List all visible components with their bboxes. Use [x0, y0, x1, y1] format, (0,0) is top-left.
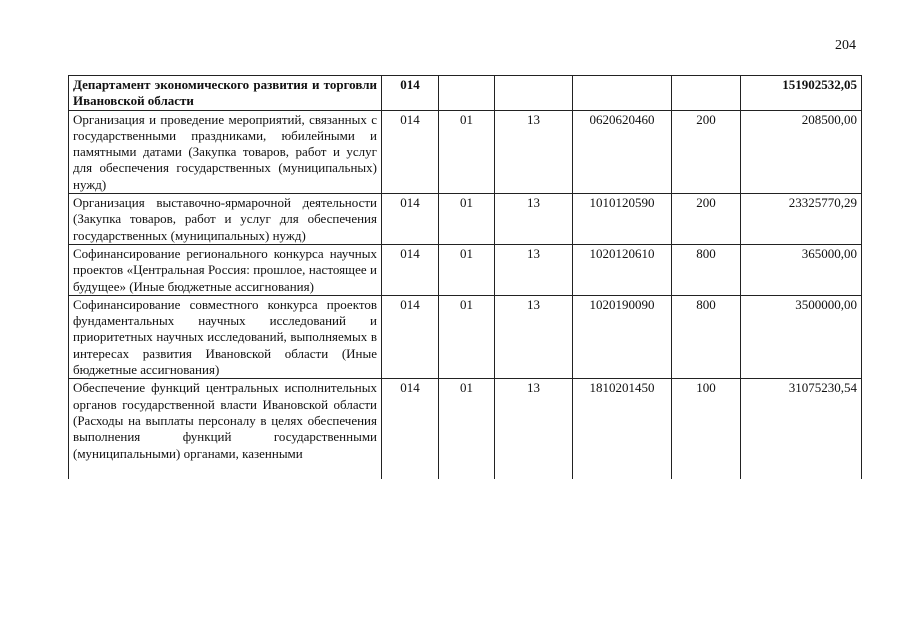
- row-amount: 365000,00: [741, 244, 862, 295]
- row-target-code: 1010120590: [573, 194, 672, 245]
- row-subsection-code: [495, 76, 573, 111]
- row-subsection-code: 13: [495, 194, 573, 245]
- row-target-code: 1810201450: [573, 379, 672, 479]
- row-subsection-code: 13: [495, 295, 573, 378]
- table-row: [69, 244, 862, 295]
- row-expense-type: 200: [672, 194, 741, 245]
- row-ministry-code: 014: [382, 76, 439, 111]
- row-amount: 208500,00: [741, 110, 862, 193]
- row-section-code: 01: [439, 110, 495, 193]
- row-name: Организация выставочно-ярмарочной деятельности (Закупка товаров, работ и услуг для обеспечения государственных (муниципальных) нужд): [69, 194, 382, 245]
- row-target-code: 0620620460: [573, 110, 672, 193]
- row-ministry-code: 014: [382, 295, 439, 378]
- row-section-code: 01: [439, 379, 495, 479]
- row-target-code: 1020190090: [573, 295, 672, 378]
- table-row: [69, 194, 862, 245]
- row-name: Департамент экономического развития и торговли Ивановской области: [69, 76, 382, 111]
- table-row: [69, 110, 862, 193]
- budget-table: [68, 75, 862, 479]
- table-row: [69, 379, 862, 479]
- row-ministry-code: 014: [382, 379, 439, 479]
- row-subsection-code: 13: [495, 379, 573, 479]
- row-expense-type: 200: [672, 110, 741, 193]
- table-row-department: [69, 76, 862, 111]
- row-section-code: 01: [439, 244, 495, 295]
- row-amount: 31075230,54: [741, 379, 862, 479]
- row-name: Софинансирование совместного конкурса проектов фундаментальных научных исследований и приоритетных научных исследований, выполняемых в интересах развития Ивановской области (Иные бюджетные ассигнования): [69, 295, 382, 378]
- row-amount: 3500000,00: [741, 295, 862, 378]
- row-subsection-code: 13: [495, 244, 573, 295]
- row-ministry-code: 014: [382, 110, 439, 193]
- row-expense-type: 800: [672, 244, 741, 295]
- row-name: Софинансирование регионального конкурса научных проектов «Центральная Россия: прошлое, настоящее и будущее» (Иные бюджетные ассигнования): [69, 244, 382, 295]
- table-row: [69, 295, 862, 378]
- row-target-code: [573, 76, 672, 111]
- row-expense-type: [672, 76, 741, 111]
- row-expense-type: 100: [672, 379, 741, 479]
- row-subsection-code: 13: [495, 110, 573, 193]
- row-name: Организация и проведение мероприятий, связанных с государственными праздниками, юбилейными и памятными датами (Закупка товаров, работ и услуг для обеспечения государственных (муниципальных) нужд): [69, 110, 382, 193]
- row-ministry-code: 014: [382, 194, 439, 245]
- row-ministry-code: 014: [382, 244, 439, 295]
- row-name: Обеспечение функций центральных исполнительных органов государственной власти Ивановской области (Расходы на выплаты персоналу в целях обеспечения выполнения функций государственными (муниципальными) органами, казенными: [69, 379, 382, 479]
- row-amount: 151902532,05: [741, 76, 862, 111]
- row-section-code: [439, 76, 495, 111]
- row-section-code: 01: [439, 194, 495, 245]
- row-section-code: 01: [439, 295, 495, 378]
- row-amount: 23325770,29: [741, 194, 862, 245]
- page-number: 204: [835, 38, 856, 53]
- row-target-code: 1020120610: [573, 244, 672, 295]
- row-expense-type: 800: [672, 295, 741, 378]
